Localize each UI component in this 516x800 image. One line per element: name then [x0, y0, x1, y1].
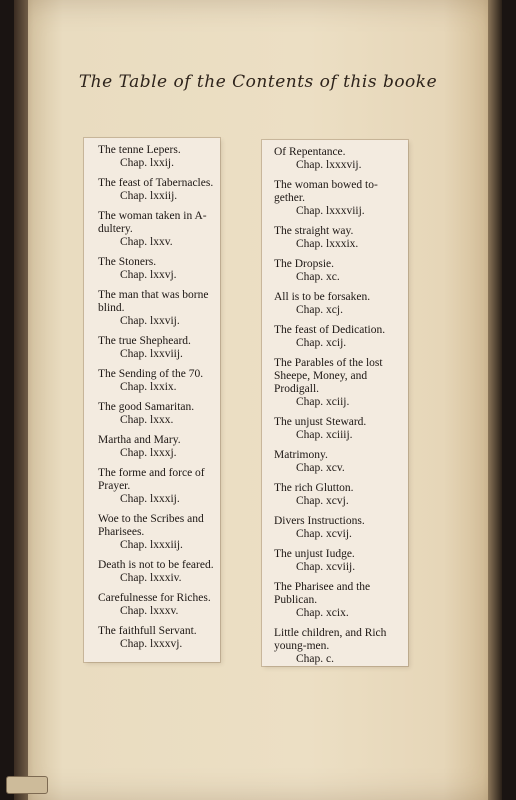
entry-title: The woman taken in A-dultery. [98, 210, 207, 235]
binding-gutter [14, 0, 28, 800]
entry-title: Martha and Mary. [98, 434, 181, 446]
entry-chapter: Chap. lxxv. [120, 236, 173, 248]
entry-title: The true Shepheard. [98, 335, 191, 347]
contents-entry [98, 368, 220, 394]
page-heading: The Table of the Contents of this booke [78, 72, 438, 92]
entry-title: Woe to the Scribes and Pharisees. [98, 513, 204, 538]
entry-chapter: Chap. xciiij. [296, 429, 353, 441]
entry-title: The Stoners. [98, 256, 157, 268]
contents-entry [274, 482, 404, 508]
contents-entry [274, 548, 404, 574]
entry-chapter: Chap. lxxviij. [120, 348, 183, 360]
entry-chapter: Chap. lxxxiv. [120, 572, 182, 584]
entry-title: The tenne Lepers. [98, 144, 181, 156]
entry-title: Little children, and Rich young-men. [274, 627, 387, 652]
entry-chapter: Chap. xcviij. [296, 561, 356, 573]
entry-chapter: Chap. xcj. [296, 304, 343, 316]
entry-title: Of Repentance. [274, 146, 346, 158]
contents-entry [98, 592, 220, 618]
entry-chapter: Chap. lxxxv. [120, 605, 179, 617]
entry-chapter: Chap. lxxxj. [120, 447, 177, 459]
contents-entry [98, 289, 220, 328]
entry-chapter: Chap. xciij. [296, 396, 350, 408]
entry-title: Death is not to be feared. [98, 559, 214, 571]
entry-chapter: Chap. xcvij. [296, 528, 352, 540]
entry-title: The Dropsie. [274, 258, 335, 270]
entry-chapter: Chap. lxxxij. [120, 493, 180, 505]
entry-chapter: Chap. lxxvij. [120, 315, 180, 327]
contents-entry [98, 401, 220, 427]
entry-title: The Sending of the 70. [98, 368, 204, 380]
entry-chapter: Chap. lxxiij. [120, 190, 178, 202]
contents-entry [274, 449, 404, 475]
entry-chapter: Chap. xc. [296, 271, 340, 283]
page-edge [488, 0, 502, 800]
contents-entry [274, 258, 404, 284]
contents-entry [274, 225, 404, 251]
contents-entry [98, 467, 220, 506]
entry-chapter: Chap. xcix. [296, 607, 349, 619]
entry-chapter: Chap. xcv. [296, 462, 345, 474]
entry-title: The unjust Iudge. [274, 548, 355, 560]
entry-title: The feast of Dedication. [274, 324, 386, 336]
entry-chapter: Chap. lxxxviij. [296, 205, 365, 217]
entry-chapter: Chap. xcvj. [296, 495, 349, 507]
entry-title: The faithfull Servant. [98, 625, 197, 637]
contents-column-right [274, 146, 404, 673]
entry-chapter: Chap. xcij. [296, 337, 347, 349]
entry-chapter: Chap. lxxvj. [120, 269, 177, 281]
contents-entry [274, 324, 404, 350]
entry-chapter: Chap. lxxix. [120, 381, 177, 393]
contents-entry [274, 627, 404, 666]
contents-entry [98, 144, 220, 170]
contents-entry [98, 559, 220, 585]
contents-entry [98, 335, 220, 361]
contents-entry [98, 625, 220, 651]
library-stamp [6, 776, 48, 794]
contents-entry [274, 179, 404, 218]
contents-entry [274, 357, 404, 409]
entry-title: Carefulnesse for Riches. [98, 592, 211, 604]
entry-title: The rich Glutton. [274, 482, 354, 494]
contents-entry [274, 581, 404, 620]
entry-title: The good Samaritan. [98, 401, 195, 413]
contents-entry [98, 256, 220, 282]
contents-entry [274, 416, 404, 442]
entry-title: All is to be forsaken. [274, 291, 371, 303]
entry-title: The Parables of the lost Sheepe, Money, and Prodigall. [274, 357, 383, 395]
contents-entry [98, 513, 220, 552]
entry-chapter: Chap. c. [296, 653, 335, 665]
entry-title: The unjust Steward. [274, 416, 367, 428]
entry-chapter: Chap. lxxxvij. [296, 159, 362, 171]
entry-title: The straight way. [274, 225, 354, 237]
entry-title: Matrimony. [274, 449, 328, 461]
entry-title: Divers Instructions. [274, 515, 365, 527]
contents-entry [98, 434, 220, 460]
entry-chapter: Chap. lxxij. [120, 157, 174, 169]
contents-entry [98, 177, 220, 203]
contents-entry [274, 146, 404, 172]
contents-column-left [98, 144, 220, 658]
contents-entry [98, 210, 220, 249]
entry-chapter: Chap. lxxxiij. [120, 539, 183, 551]
entry-chapter: Chap. lxxxvj. [120, 638, 183, 650]
entry-chapter: Chap. lxxx. [120, 414, 174, 426]
entry-title: The forme and force of Prayer. [98, 467, 205, 492]
entry-title: The feast of Tabernacles. [98, 177, 214, 189]
entry-chapter: Chap. lxxxix. [296, 238, 359, 250]
entry-title: The Pharisee and the Publican. [274, 581, 371, 606]
contents-entry [274, 515, 404, 541]
entry-title: The man that was borne blind. [98, 289, 209, 314]
contents-entry [274, 291, 404, 317]
entry-title: The woman bowed to-gether. [274, 179, 378, 204]
